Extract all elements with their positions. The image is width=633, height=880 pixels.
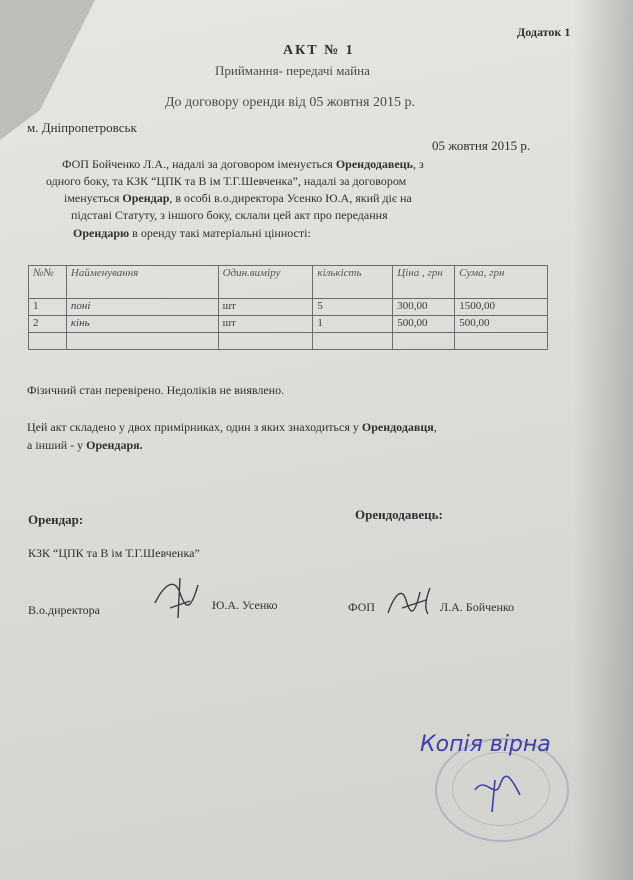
table-cell: 500,00 xyxy=(455,316,548,333)
table-cell: 2 xyxy=(29,316,67,333)
tenant-term: Орендар xyxy=(122,191,170,205)
city: м. Дніпропетровськ xyxy=(27,120,137,135)
intro-text: в оренду такі матеріальні цінності: xyxy=(129,226,311,240)
intro-text: ФОП Бойченко Л.А., надалі за договором іменується xyxy=(62,157,333,171)
table-row xyxy=(29,316,548,333)
header-cell: №№ xyxy=(29,266,67,299)
intro-line-2: одного боку, та КЗК “ЦПК та В ім Т.Г.Шевченка”, надалі за договором xyxy=(46,174,407,188)
copies-text: а інший - у xyxy=(27,438,84,452)
table-cell: поні xyxy=(66,299,218,316)
tenant-label: Орендар: xyxy=(28,512,84,527)
copies-text: , xyxy=(433,420,437,434)
header-cell: Ціна , грн xyxy=(393,266,455,299)
landlord-signature xyxy=(380,578,440,623)
landlord-term: Орендодавця xyxy=(361,420,434,434)
table-cell xyxy=(29,333,67,350)
intro-line-1 xyxy=(62,157,424,172)
table-cell: шт xyxy=(218,316,313,333)
table-cell: 1 xyxy=(313,316,393,333)
document-subtitle: Приймання- передачі майна xyxy=(215,63,370,78)
tenant-term: Орендаря. xyxy=(86,438,143,452)
tenant-term: Орендарю xyxy=(73,226,130,240)
header-cell: кількість xyxy=(313,266,393,299)
document-title: АКТ № 1 xyxy=(283,43,355,58)
landlord-term: Орендодавець xyxy=(335,157,413,171)
table-cell: 500,00 xyxy=(393,316,455,333)
table-cell xyxy=(66,333,218,350)
table-cell: 300,00 xyxy=(393,299,455,316)
table-row xyxy=(29,299,548,316)
header-cell: Найменування xyxy=(66,266,218,299)
tenant-name: Ю.А. Усенко xyxy=(212,598,278,612)
copies-text: Цей акт складено у двох примірниках, один з яких знаходиться у xyxy=(27,420,359,434)
assets-table xyxy=(28,265,548,350)
copies-line-1 xyxy=(27,420,437,435)
table-cell: 1500,00 xyxy=(455,299,548,316)
tenant-position: В.о.директора xyxy=(28,603,100,617)
table-cell xyxy=(393,333,455,350)
table-cell xyxy=(218,333,313,350)
intro-line-3 xyxy=(64,191,412,206)
intro-text: , в особі в.о.директора Усенко Ю.А, який діє на xyxy=(169,191,412,205)
table-cell: шт xyxy=(218,299,313,316)
intro-line-5 xyxy=(73,226,311,241)
table-cell xyxy=(455,333,548,350)
landlord-label: Орендодавець: xyxy=(355,507,443,522)
intro-text: , з xyxy=(412,157,424,171)
handwritten-certification: Копія вірна xyxy=(420,732,551,757)
intro-text: іменується xyxy=(64,191,120,205)
tenant-signature xyxy=(150,573,210,623)
page-edge-shadow xyxy=(573,0,633,880)
contract-reference: До договору оренди від 05 жовтня 2015 р. xyxy=(165,95,415,110)
table-cell: кінь xyxy=(66,316,218,333)
certification-signature xyxy=(470,770,530,815)
document-date: 05 жовтня 2015 р. xyxy=(432,138,531,153)
table-cell: 1 xyxy=(29,299,67,316)
tenant-organization: КЗК “ЦПК та В ім Т.Г.Шевченка” xyxy=(28,546,200,560)
header-cell: Сума, грн xyxy=(455,266,548,299)
table-row xyxy=(29,333,548,350)
landlord-position: ФОП xyxy=(348,600,375,614)
table-header-row xyxy=(29,266,548,299)
table-cell: 5 xyxy=(313,299,393,316)
table-cell xyxy=(313,333,393,350)
condition-statement: Фізичний стан перевірено. Недоліків не виявлено. xyxy=(27,383,285,397)
landlord-name: Л.А. Бойченко xyxy=(440,600,515,614)
copies-line-2 xyxy=(27,438,143,453)
header-cell: Один.виміру xyxy=(218,266,313,299)
intro-line-4: підставі Статуту, з іншого боку, склали цей акт про передання xyxy=(71,208,388,222)
page-label: Додаток 1 xyxy=(517,25,571,39)
